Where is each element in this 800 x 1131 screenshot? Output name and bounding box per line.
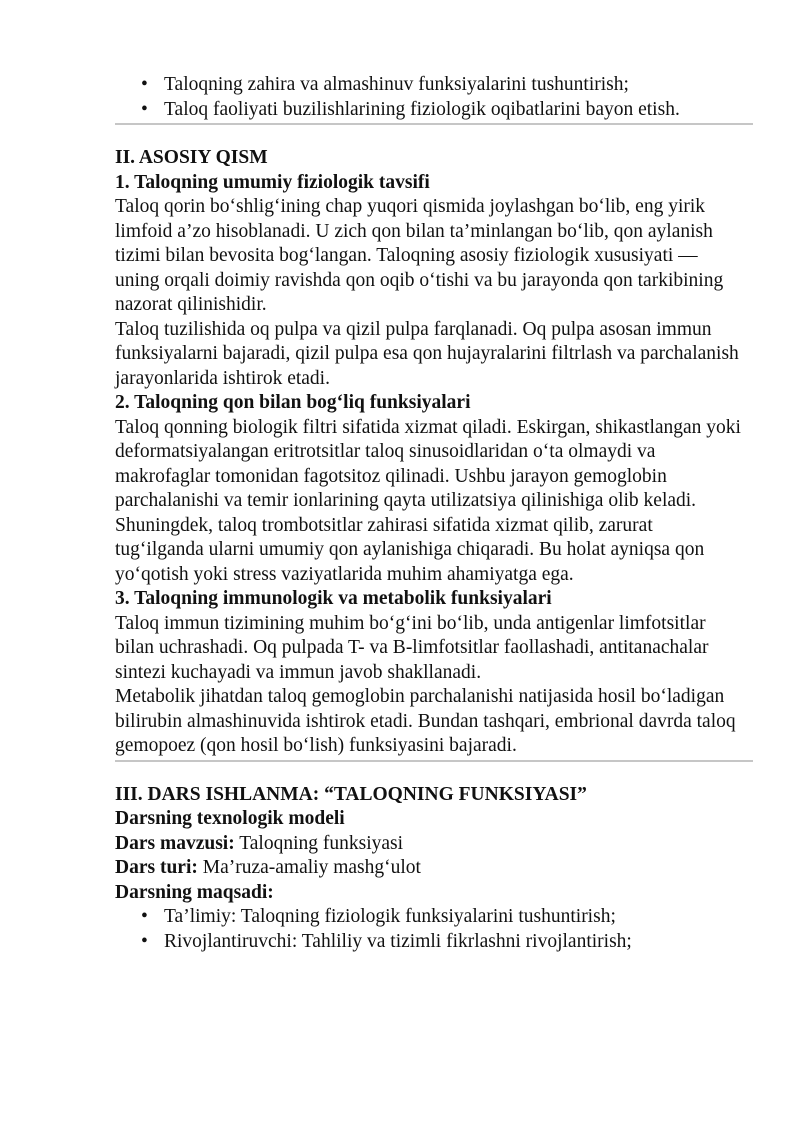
- section-divider: [115, 760, 753, 762]
- paragraph: Taloq qonning biologik filtri sifatida xizmat qiladi. Eskirgan, shikastlangan yoki deformatsiyalangan eritrotsitlar taloq sinusoidlaridan o‘ta olmaydi va makrofaglar tomonidan fagotsitoz qilinadi. Ushbu jarayon gemoglobin parchalanishi va temir ionlarining qayta utilizatsiya qilinishiga olib keladi.: [115, 416, 741, 511]
- paragraph: Taloq qorin bo‘shlig‘ining chap yuqori qismida joylashgan bo‘lib, eng yirik limfoid a’zo hisoblanadi. U zich qon bilan ta’minlangan bo‘lib, qon aylanish tizimi bilan bevosita bog‘langan. Taloqning asosiy fiziologik xususiyati — uning orqali doimiy ravishda qon oqib o‘tishi va bu jarayonda qon tarkibining nazorat qilinishidir.: [115, 196, 724, 315]
- section-divider: [115, 123, 753, 125]
- field-value: Ma’ruza-amaliy mashg‘ulot: [197, 857, 421, 878]
- subsection-title-tech-model: Darsning texnologik modeli: [115, 808, 345, 829]
- paragraph: Taloq immun tizimining muhim bo‘g‘ini bo‘lib, unda antigenlar limfotsitlar bilan uchrashadi. Oq pulpada T- va B-limfotsitlar faollashadi, antitanachalar sintezi kuchayadi va immun javob shakllanadi.: [115, 612, 709, 683]
- lesson-topic: [115, 832, 743, 857]
- list-item: • Ta’limiy: Taloqning fiziologik funksiyalarini tushuntirish;: [115, 905, 743, 930]
- list-item: • Rivojlantiruvchi: Tahliliy va tizimli fikrlashni rivojlantirish;: [115, 930, 743, 955]
- field-label: Dars mavzusi:: [115, 832, 235, 854]
- subsection-title-general: 1. Taloqning umumiy fiziologik tavsifi: [115, 171, 430, 193]
- field-value: Taloqning funksiyasi: [234, 832, 404, 854]
- field-label: Dars turi:: [115, 857, 198, 878]
- subsection-title-immune-metabolic: 3. Taloqning immunologik va metabolik funksiyalari: [115, 588, 552, 609]
- goals-list: [115, 905, 743, 954]
- lesson-goal: [115, 881, 743, 906]
- field-label: Darsning maqsadi:: [115, 881, 274, 903]
- paragraph: Shuningdek, taloq trombotsitlar zahirasi sifatida xizmat qilib, zarurat tug‘ilganda ularni umumiy qon aylanishiga chiqaradi. Bu holat ayniqsa qon yo‘qotish yoki stress vaziyatlarida muhim ahamiyatga ega.: [115, 514, 705, 585]
- section-title-main-part: II. ASOSIY QISM: [115, 147, 268, 168]
- list-item: • Taloq faoliyati buzilishlarining fiziologik oqibatlarini bayon etish.: [115, 98, 743, 123]
- lesson-type: [115, 856, 743, 881]
- list-item: • Taloqning zahira va almashinuv funksiyalarini tushuntirish;: [115, 73, 743, 98]
- section-title-lesson-plan: III. DARS ISHLANMA: “TALOQNING FUNKSIYASI”: [115, 783, 587, 805]
- subsection-title-blood-functions: 2. Taloqning qon bilan bog‘liq funksiyalari: [115, 392, 471, 413]
- paragraph: Metabolik jihatdan taloq gemoglobin parchalanishi natijasida hosil bo‘ladigan bilirubin almashinuvida ishtirok etadi. Bundan tashqari, embrional davrda taloq gemopoez (qon hosil bo‘lish) funksiyasini bajaradi.: [115, 686, 736, 756]
- intro-list: [115, 73, 743, 122]
- paragraph: Taloq tuzilishida oq pulpa va qizil pulpa farqlanadi. Oq pulpa asosan immun funksiyalarni bajaradi, qizil pulpa esa qon hujayralarini filtrlash va parchalanish jarayonlarida ishtirok etadi.: [115, 318, 739, 389]
